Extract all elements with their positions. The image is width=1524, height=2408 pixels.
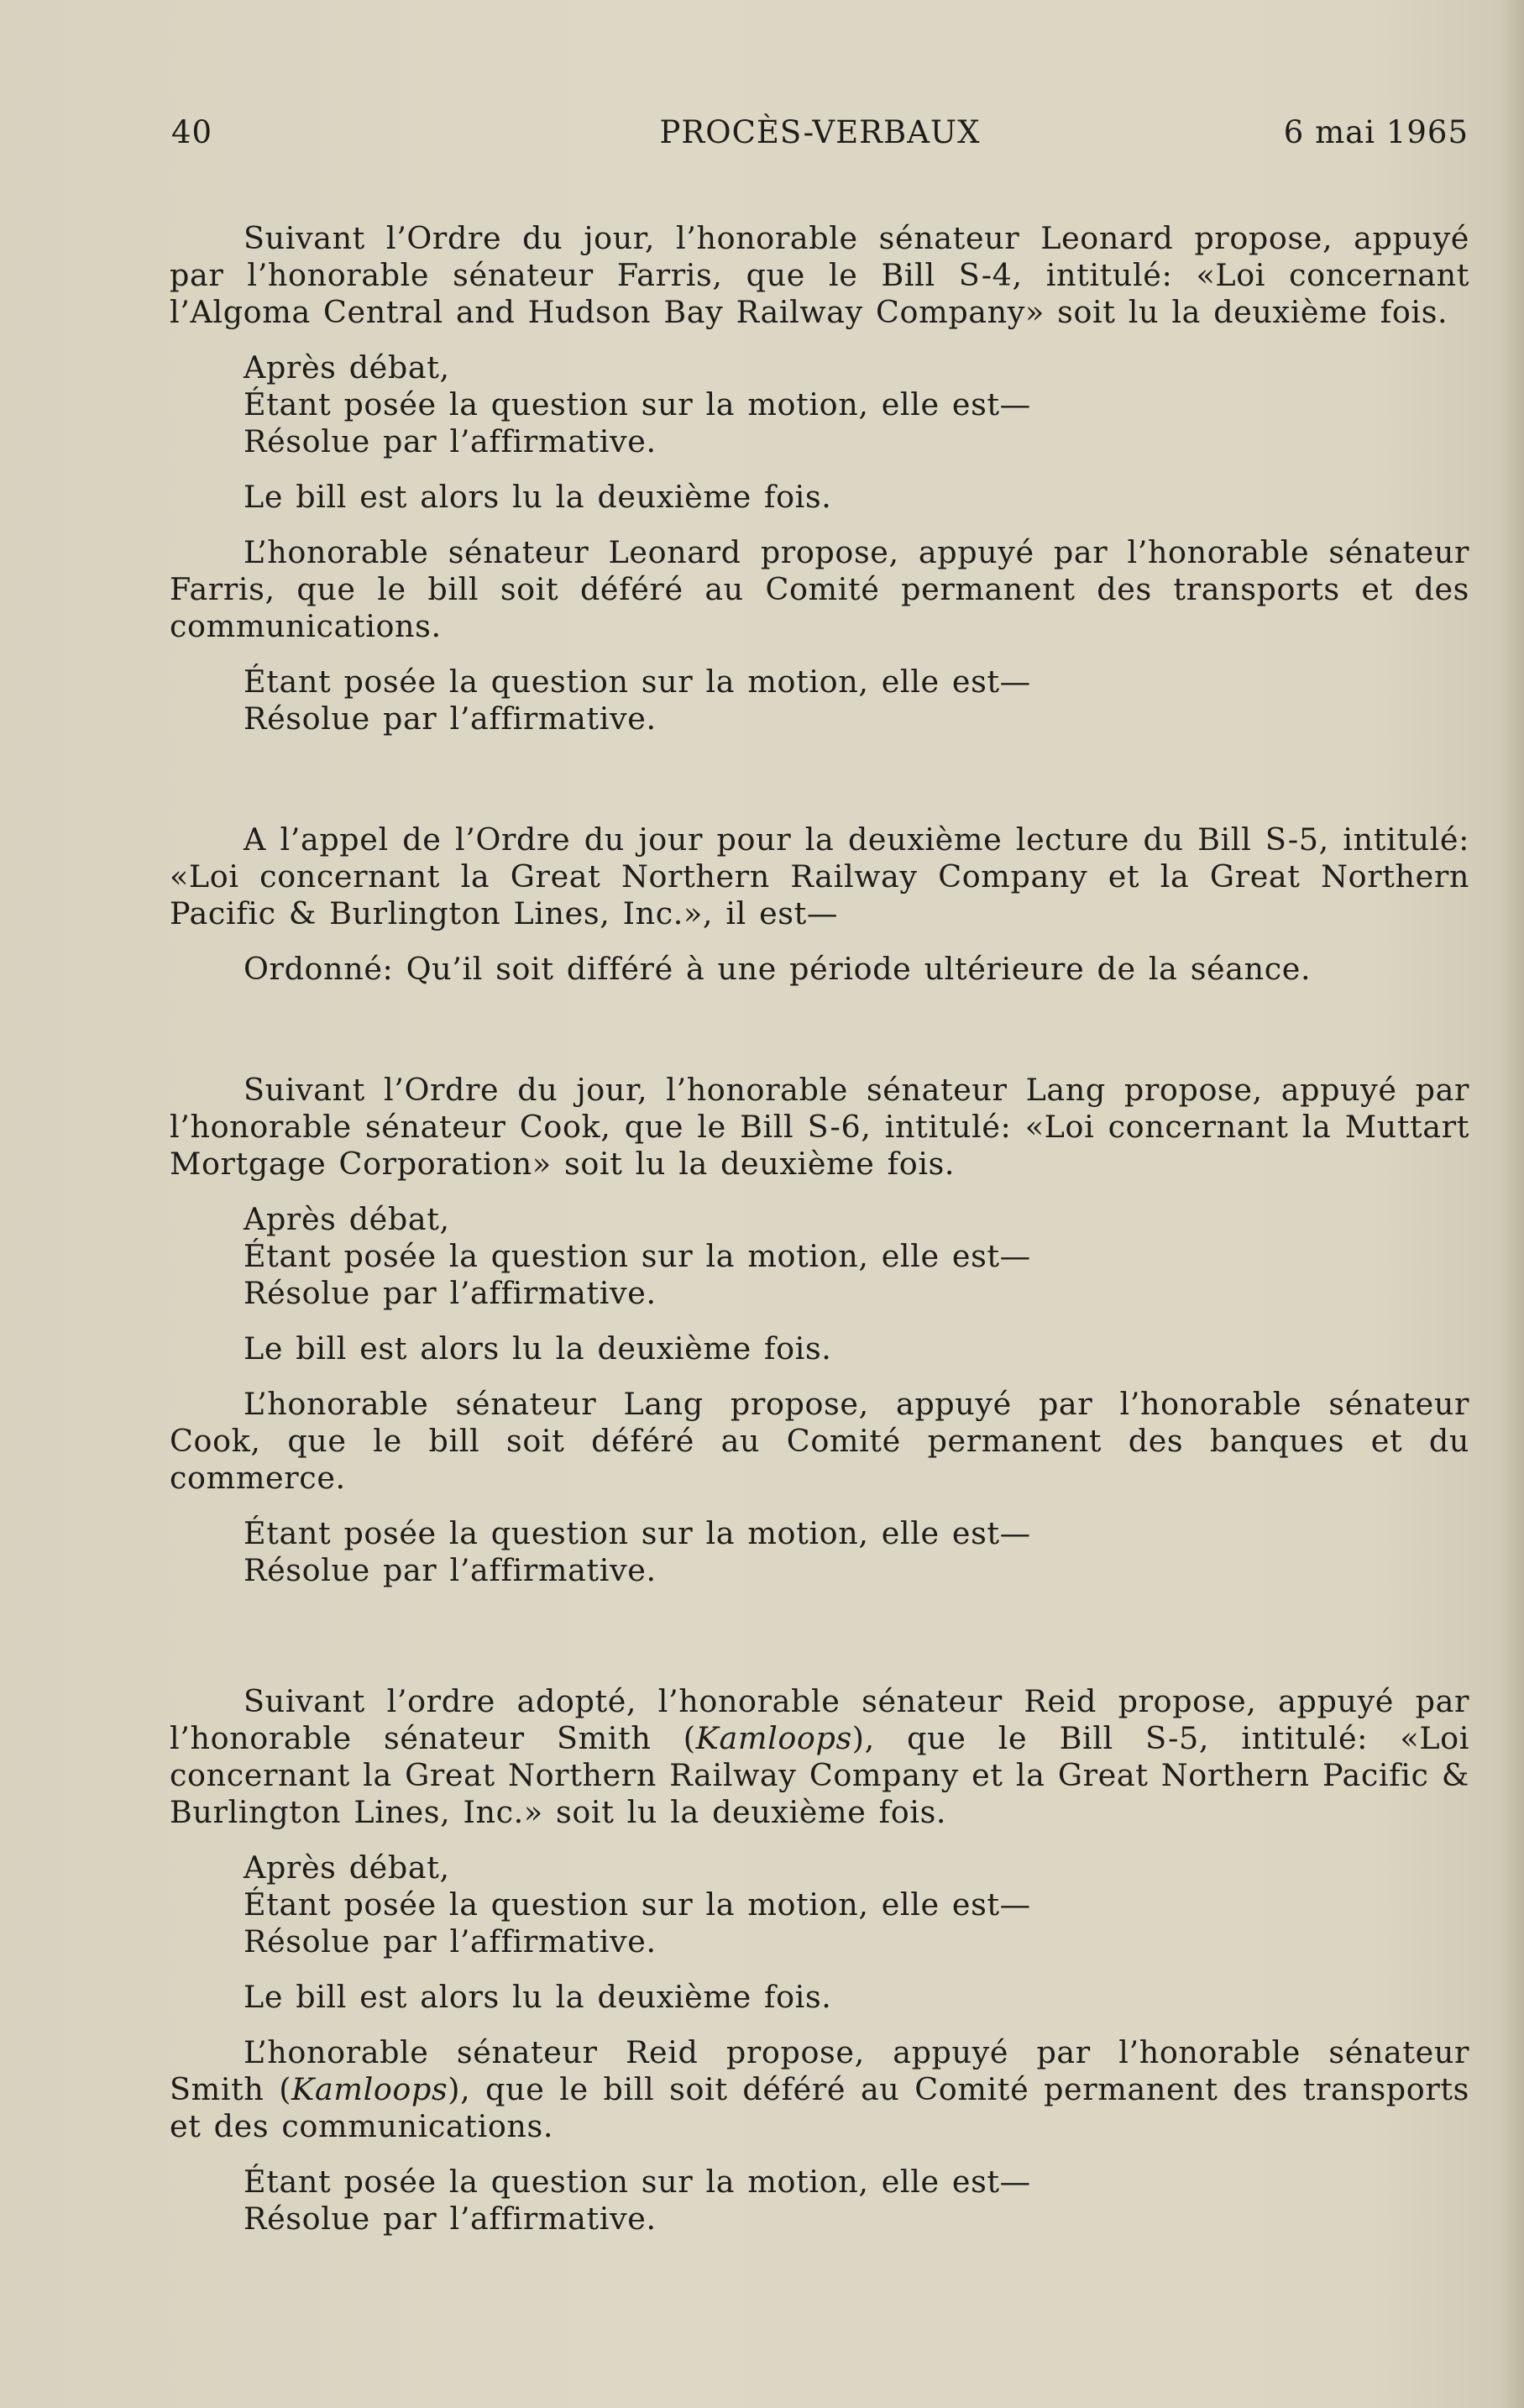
question-line: Étant posée la question sur la motion, elle est—: [244, 1886, 1031, 1923]
question-line: Étant posée la question sur la motion, elle est—: [244, 2164, 1031, 2200]
motion-text: Suivant l’ordre adopté, l’honorable sénateur Reid propose, appuyé par l’honorable sénateur Smith (: [170, 1683, 1469, 1756]
motion-paragraph: Suivant l’Ordre du jour, l’honorable sénateur Lang propose, appuyé par l’honorable sénateur Cook, que le Bill S-6, intitulé: «Loi concernant la Muttart Mortgage Corporation» soit lu la deuxième fois.: [170, 1072, 1469, 1182]
order-line: Ordonné: Qu’il soit différé à une période ultérieure de la séance.: [244, 951, 1312, 987]
call-paragraph: A l’appel de l’Ordre du jour pour la deuxième lecture du Bill S-5, intitulé: «Loi concernant la Great Northern Railway Company et la Great Northern Pacific & Burlington Lines, Inc.», il est—: [170, 821, 1469, 931]
reading-line: Le bill est alors lu la deuxième fois.: [244, 1330, 832, 1367]
question-line: Étant posée la question sur la motion, elle est—: [244, 386, 1031, 422]
debate-line: Après débat,: [244, 349, 450, 386]
riding-name: Kamloops: [695, 1720, 852, 1756]
result-line: Résolue par l’affirmative.: [244, 1923, 657, 1959]
running-header: [171, 114, 1469, 156]
reading-line: Le bill est alors lu la deuxième fois.: [244, 1979, 832, 2015]
result-line: Résolue par l’affirmative.: [244, 1552, 657, 1588]
result-line: Résolue par l’affirmative.: [244, 2201, 657, 2237]
header-title: PROCÈS-VERBAUX: [659, 114, 981, 150]
document-body: [170, 220, 1469, 2237]
motion-paragraph: [170, 1683, 1469, 1831]
page-number: 40: [171, 114, 213, 150]
referral-text: ), que le bill soit déféré au Comité permanent des transports et des communications.: [170, 2071, 1469, 2144]
reading-line: Le bill est alors lu la deuxième fois.: [244, 479, 832, 515]
referral-paragraph: L’honorable sénateur Lang propose, appuyé par l’honorable sénateur Cook, que le bill soit déféré au Comité permanent des banques et du commerce.: [170, 1386, 1469, 1496]
riding-name: Kamloops: [291, 2071, 448, 2107]
referral-paragraph: L’honorable sénateur Leonard propose, appuyé par l’honorable sénateur Farris, que le bill soit déféré au Comité permanent des transports et des communications.: [170, 534, 1469, 644]
motion-paragraph: Suivant l’Ordre du jour, l’honorable sénateur Leonard propose, appuyé par l’honorable sénateur Farris, que le Bill S-4, intitulé: «Loi concernant l’Algoma Central and Hudson Bay Railway Company» soit lu la deuxième fois.: [170, 220, 1469, 330]
referral-paragraph: [170, 2034, 1469, 2145]
header-date: 6 mai 1965: [1283, 114, 1469, 150]
debate-line: Après débat,: [244, 1849, 450, 1886]
debate-line: Après débat,: [244, 1201, 450, 1237]
result-line: Résolue par l’affirmative.: [244, 423, 657, 459]
question-line: Étant posée la question sur la motion, elle est—: [244, 1515, 1031, 1551]
question-line: Étant posée la question sur la motion, elle est—: [244, 664, 1031, 700]
result-line: Résolue par l’affirmative.: [244, 1275, 657, 1311]
result-line: Résolue par l’affirmative.: [244, 700, 657, 737]
question-line: Étant posée la question sur la motion, elle est—: [244, 1238, 1031, 1274]
page-edge-shadow: [1499, 0, 1524, 2408]
motion-text: ), que le Bill S-5, intitulé: «Loi concernant la Great Northern Railway Company et la Great Northern Pacific & Burlington Lines, Inc.» soit lu la deuxième fois.: [170, 1720, 1470, 1830]
referral-text: L’honorable sénateur Reid propose, appuyé par l’honorable sénateur Smith (: [170, 2034, 1469, 2107]
